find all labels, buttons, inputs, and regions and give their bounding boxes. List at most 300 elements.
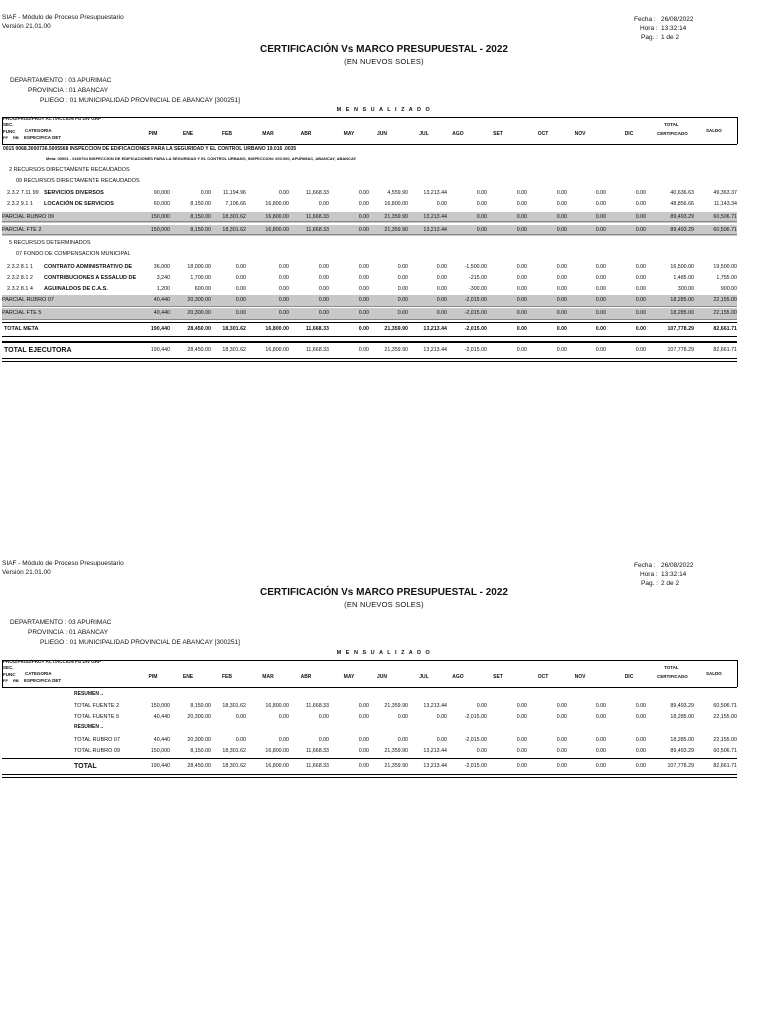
cell-value: 107,778.29 [667,763,694,769]
cell-value: 0.00 [556,297,567,303]
cell-value: 0.00 [397,274,408,281]
cell-value: 0.00 [556,200,567,207]
departamento: DEPARTAMENTO : 03 APURIMAC [10,619,112,626]
cell-value: 1,485.00 [673,274,694,281]
cell-value: 0.00 [318,297,329,303]
cell-value: 0.00 [235,713,246,720]
col-prog: PROG/PROD/PROY ACT/ACCION FG DIV GRP [3,116,102,121]
col-sec: SEC. [3,122,14,127]
cell-value: 0.00 [278,310,289,316]
cell-value: 0.00 [358,297,369,303]
month-header-mar: MAR [262,131,274,137]
month-header-nov: NOV [574,674,586,680]
total-ejecutora-row [2,343,737,357]
cell-value: 0.00 [397,713,408,720]
col-especifica: ESPECIFICA DET [24,678,62,683]
report-subtitle: (EN NUEVOS SOLES) [344,57,424,66]
cell-value: 21,359.90 [384,763,408,769]
cell-value: 0.00 [595,702,606,709]
cell-value: 0.00 [556,747,567,754]
cell-value: 107,778.29 [667,346,694,353]
cell-value: 89,493.29 [670,702,694,709]
cell-value: 0.00 [358,310,369,316]
cell-value: 0.00 [358,702,369,709]
row-label: TOTAL [74,763,97,770]
table-row [2,712,737,722]
cell-value: 150,000 [150,747,170,754]
cell-value: 0.00 [318,310,329,316]
report-title: CERTIFICACIÓN Vs MARCO PRESUPUESTAL - 2022 [259,587,508,598]
cell-value: 0.00 [358,325,369,332]
cell-value: 0.00 [235,274,246,281]
fecha-label: Fecha : [634,562,656,569]
cell-value: 28,450.00 [187,763,211,769]
month-header-ene: ENE [182,131,194,137]
cell-value: 0.00 [595,736,606,743]
pliego: PLIEGO : 01 MUNICIPALIDAD PROVINCIAL DE ABANCAY [300251] [40,97,240,104]
cell-value: 0.00 [516,702,527,709]
col-saldo: SALDO [706,671,722,676]
col-ff: FF [3,135,8,140]
cell-value: 0.00 [635,285,646,292]
cell-value: 13,213.44 [423,747,447,754]
table-row [2,284,737,294]
cell-value: 0.00 [595,285,606,292]
cell-value: -215.00 [469,274,487,281]
cell-value: 0.00 [556,325,567,332]
table-row [2,199,737,209]
cell-value: -2,015.00 [464,713,487,720]
cell-value: 8,150.00 [190,227,211,233]
cell-value: 107,778.29 [667,325,694,332]
row-label: TOTAL FUENTE 5 [74,713,120,720]
month-header-pim: PIM [148,674,158,680]
cell-value: 0.00 [476,214,487,220]
col-categoria: CATEGORIA [25,671,52,676]
col-prog: PROG/PROD/PROY ACT/ACCION FG DIV GRP [3,659,102,664]
month-header-pim: PIM [148,131,158,137]
cell-value: 1,755.00 [716,274,737,281]
pag-label: Pag. : [641,580,658,587]
cell-value: 0.00 [595,189,606,196]
cell-value: -2,015.00 [464,310,487,316]
system-name: SIAF - Módulo de Proceso Presupuestario [2,14,124,21]
pag-value: 2 de 2 [661,580,680,587]
hora-value: 13:32:14 [661,571,687,578]
month-header-set: SET [493,131,503,137]
rubro-09: 09 RECURSOS DIRECTAMENTE RECAUDADOS [16,178,140,184]
cell-value: 0.00 [595,297,606,303]
cell-value: 0.00 [556,214,567,220]
table-row [2,273,737,283]
cell-value: 0.00 [556,713,567,720]
row-label: PARCIAL RUBRO 07 [2,297,54,303]
month-header-mar: MAR [262,674,274,680]
cell-value: 0.00 [235,310,246,316]
cell-value: -300.00 [469,285,487,292]
hora-label: Hora : [640,25,658,32]
col-saldo: SALDO [706,128,722,133]
cell-value: 0.00 [318,736,329,743]
cell-value: 20,300.00 [187,310,211,316]
cell-value: 21,359.90 [384,346,408,353]
system-version: Versión 21.01.00 [2,569,51,576]
cell-value: 0.00 [635,310,646,316]
cell-value: 0.00 [358,346,369,353]
cell-value: 36,000 [153,263,170,270]
row-name: CONTRIBUCIONES A ESSALUD DE [44,274,137,281]
cell-value: 16,800.00 [265,702,289,709]
month-header-jul: JUL [419,674,429,680]
cell-value: 0.00 [318,274,329,281]
cell-value: 0.00 [476,200,487,207]
cell-value: 0.00 [635,747,646,754]
cell-value: 11,668.33 [305,747,329,754]
resumen-heading-1: RESUMEN .. [74,691,104,697]
cell-value: 0.00 [397,263,408,270]
cell-value: 18,301.62 [222,214,246,220]
cell-value: 60,506.71 [713,747,737,754]
cell-value: 0.00 [516,274,527,281]
cell-value: 150,000 [150,214,170,220]
cell-value: 8,150.00 [190,702,211,709]
cell-value: 60,000 [153,200,170,207]
cell-value: 4,559.90 [387,189,408,196]
cell-value: 7,106.66 [225,200,246,207]
parcial-fuente-row [2,308,737,319]
month-header-set: SET [493,674,503,680]
cell-value: 18,301.62 [222,227,246,233]
cell-value: 40,636.63 [670,189,694,196]
cell-value: 0.00 [635,263,646,270]
cell-value: 22,155.00 [713,297,737,303]
cell-value: 0.00 [436,297,447,303]
mensualizado-label: M E N S U A L I Z A D O [336,107,432,113]
cell-value: 22,155.00 [713,310,737,316]
cell-value: 11,668.33 [305,214,329,220]
cell-value: 0.00 [318,200,329,207]
cell-value: 0.00 [476,189,487,196]
row-label: TOTAL FUENTE 2 [74,702,120,709]
cell-value: 18,285.00 [670,736,694,743]
cell-value: 0.00 [516,285,527,292]
cell-value: 60,506.71 [713,214,737,220]
cell-value: 16,800.00 [265,200,289,207]
report-page-1 [0,0,768,510]
cell-value: 600.00 [194,285,211,292]
cell-value: 0.00 [358,763,369,769]
cell-value: 0.00 [278,736,289,743]
meta-detail: Meta: 00001 - 0160704 INSPECCION DE EDIFICACIONES PARA LA SEGURIDAD Y EL CONTROL URBANO, INSPECCION: 200.000, APURIMAC, ABANCAY, ABANCAY [46,156,357,161]
cell-value: 13,213.44 [423,189,447,196]
cell-value: 0.00 [516,763,527,769]
cell-value: 13,213.44 [423,763,447,769]
cell-value: 18,000.00 [187,263,211,270]
month-header-ene: ENE [182,674,194,680]
month-header-may: MAY [343,674,355,680]
cell-value: 0.00 [595,747,606,754]
cell-value: 18,301.62 [222,702,246,709]
cell-value: 0.00 [358,214,369,220]
cell-value: 0.00 [556,189,567,196]
cell-value: 300.00 [677,285,694,292]
meta-line: 0015 0068.3000736.5005568 INSPECCION DE EDIFICACIONES PARA LA SEGURIDAD Y EL CONTROL URBANO 19.016 .0035 [3,146,297,152]
cell-value: 16,800.00 [265,214,289,220]
cell-value: 13,213.44 [423,325,447,332]
month-header-dic: DIC [624,674,634,680]
pag-value: 1 de 2 [661,34,680,41]
row-name: CONTRATO ADMINISTRATIVO DE [44,263,133,270]
month-header-feb: FEB [222,674,232,680]
cell-value: 60,506.71 [713,227,737,233]
cell-value: 0.00 [436,736,447,743]
cell-value: 0.00 [635,297,646,303]
cell-value: 0.00 [278,263,289,270]
cell-value: 0.00 [595,263,606,270]
pliego: PLIEGO : 01 MUNICIPALIDAD PROVINCIAL DE ABANCAY [300251] [40,639,240,646]
cell-value: 0.00 [516,747,527,754]
cell-value: -2,015.00 [464,325,487,332]
row-code: 2.3.2 8.1 2 [7,274,33,281]
cell-value: 0.00 [436,200,447,207]
hora-label: Hora : [640,571,658,578]
cell-value: 0.00 [318,263,329,270]
cell-value: 190,440 [150,763,170,769]
cell-value: 0.00 [556,310,567,316]
row-label: PARCIAL FTE 5 [2,310,42,316]
cell-value: 16,500.00 [670,263,694,270]
cell-value: 0.00 [516,297,527,303]
cell-value: 0.00 [476,747,487,754]
cell-value: 0.00 [635,227,646,233]
cell-value: 0.00 [278,297,289,303]
report-subtitle: (EN NUEVOS SOLES) [344,600,424,609]
cell-value: 0.00 [516,189,527,196]
grand-total-row [2,760,737,773]
fuente-2: 2 RECURSOS DIRECTAMENTE RECAUDADOS [9,167,130,173]
departamento: DEPARTAMENTO : 03 APURIMAC [10,77,112,84]
cell-value: 28,450.00 [187,346,211,353]
cell-value: 48,856.66 [670,200,694,207]
col-rb: RB [13,678,19,683]
cell-value: 0.00 [278,285,289,292]
cell-value: 22,155.00 [713,713,737,720]
row-name: LOCACIÓN DE SERVICIOS [44,200,114,207]
cell-value: 0.00 [436,263,447,270]
row-name: AGUINALDOS DE C.A.S. [44,285,108,292]
cell-value: 16,800.00 [265,747,289,754]
cell-value: 0.00 [595,713,606,720]
cell-value: 150,000 [150,227,170,233]
cell-value: 0.00 [556,285,567,292]
parcial-rubro-row [2,295,737,306]
table-row [2,746,737,756]
row-label: TOTAL META [4,325,39,332]
col-certificado: CERTIFICADO [657,131,688,136]
row-label: TOTAL RUBRO 07 [74,736,121,743]
cell-value: 900.00 [720,285,737,292]
month-header-oct: OCT [537,131,549,137]
row-label: TOTAL EJECUTORA [4,346,72,354]
cell-value: 16,800.00 [265,227,289,233]
cell-value: 11,668.33 [305,702,329,709]
cell-value: 0.00 [436,285,447,292]
fecha-value: 26/08/2022 [661,16,694,23]
cell-value: 82,661.71 [713,325,737,332]
cell-value: 0.00 [278,713,289,720]
report-title: CERTIFICACIÓN Vs MARCO PRESUPUESTAL - 2022 [259,44,508,55]
cell-value: 0.00 [595,274,606,281]
cell-value: 0.00 [476,227,487,233]
month-header-oct: OCT [537,674,549,680]
col-total: TOTAL [664,122,679,127]
cell-value: 13,213.44 [423,214,447,220]
cell-value: 90,000 [153,189,170,196]
cell-value: 0.00 [595,310,606,316]
cell-value: 11,668.33 [305,189,329,196]
cell-value: 18,285.00 [670,297,694,303]
row-code: 2.3.2 8.1 1 [7,263,33,270]
col-rb: RB [13,135,19,140]
row-code: 2.3.2 8.1 4 [7,285,33,292]
cell-value: 0.00 [436,310,447,316]
cell-value: 89,493.29 [670,214,694,220]
cell-value: 82,661.71 [713,346,737,353]
cell-value: 89,493.29 [670,747,694,754]
report-page-2 [0,552,768,1024]
month-header-abr: ABR [300,674,312,680]
cell-value: 13,213.44 [423,702,447,709]
cell-value: 16,800.00 [384,200,408,207]
cell-value: 11,143.34 [713,200,737,207]
cell-value: 0.00 [556,274,567,281]
month-header-nov: NOV [574,131,586,137]
row-label: PARCIAL FTE 2 [2,227,42,233]
cell-value: 18,301.62 [222,763,246,769]
cell-value: 18,301.62 [222,346,246,353]
cell-value: -2,015.00 [464,736,487,743]
cell-value: 40,440 [153,310,170,316]
cell-value: 13,213.44 [423,346,447,353]
cell-value: 20,300.00 [187,297,211,303]
cell-value: 60,506.71 [713,702,737,709]
cell-value: -1,500.00 [464,263,487,270]
cell-value: 1,200 [156,285,170,292]
cell-value: 13,213.44 [423,227,447,233]
row-label: PARCIAL RUBRO 09 [2,214,54,220]
provincia: PROVINCIA : 01 ABANCAY [28,629,109,636]
row-label: TOTAL RUBRO 09 [74,747,121,754]
cell-value: 0.00 [397,736,408,743]
cell-value: 40,440 [153,736,170,743]
cell-value: 16,800.00 [265,763,289,769]
cell-value: 0.00 [358,227,369,233]
cell-value: 0.00 [358,200,369,207]
col-total: TOTAL [664,665,679,670]
cell-value: 0.00 [200,189,211,196]
cell-value: 190,440 [150,325,170,332]
cell-value: 8,150.00 [190,214,211,220]
cell-value: 0.00 [595,325,606,332]
cell-value: 150,000 [150,702,170,709]
cell-value: 0.00 [436,713,447,720]
cell-value: 8,150.00 [190,200,211,207]
col-certificado: CERTIFICADO [657,674,688,679]
cell-value: 0.00 [556,346,567,353]
table-row [2,735,737,745]
table-row [2,188,737,198]
cell-value: 0.00 [556,263,567,270]
cell-value: 0.00 [516,263,527,270]
cell-value: 21,359.90 [384,227,408,233]
cell-value: 20,300.00 [187,736,211,743]
cell-value: 0.00 [635,346,646,353]
month-header-ago: AGO [452,674,464,680]
cell-value: 18,301.62 [222,325,246,332]
cell-value: 0.00 [635,736,646,743]
cell-value: 82,661.71 [713,763,737,769]
cell-value: 40,440 [153,713,170,720]
cell-value: 0.00 [436,274,447,281]
cell-value: 11,668.33 [305,346,329,353]
cell-value: 0.00 [358,263,369,270]
cell-value: 190,440 [150,346,170,353]
cell-value: 18,285.00 [670,713,694,720]
cell-value: 0.00 [278,274,289,281]
cell-value: 8,150.00 [190,747,211,754]
cell-value: -2,015.00 [464,346,487,353]
cell-value: 21,359.90 [384,325,408,332]
cell-value: 0.00 [556,702,567,709]
cell-value: 0.00 [556,763,567,769]
fecha-value: 26/08/2022 [661,562,694,569]
cell-value: 20,300.00 [187,713,211,720]
cell-value: 0.00 [635,763,646,769]
cell-value: 0.00 [235,736,246,743]
cell-value: 21,359.90 [384,747,408,754]
cell-value: 0.00 [595,346,606,353]
cell-value: 0.00 [635,713,646,720]
resumen-heading-2: RESUMEN .. [74,724,104,730]
cell-value: 0.00 [516,325,527,332]
cell-value: 11,194.96 [222,189,246,196]
month-header-feb: FEB [222,131,232,137]
row-code: 2.3.2 9.1 1 [7,200,33,207]
cell-value: 0.00 [358,713,369,720]
cell-value: 0.00 [635,325,646,332]
cell-value: 0.00 [235,297,246,303]
cell-value: 16,800.00 [265,325,289,332]
cell-value: 18,301.62 [222,747,246,754]
cell-value: 18,285.00 [670,310,694,316]
cell-value: 0.00 [358,189,369,196]
cell-value: 0.00 [476,702,487,709]
cell-value: 0.00 [635,214,646,220]
cell-value: 22,155.00 [713,736,737,743]
cell-value: 0.00 [516,227,527,233]
cell-value: 40,440 [153,297,170,303]
cell-value: 11,668.33 [305,325,329,332]
cell-value: 0.00 [318,713,329,720]
col-categoria: CATEGORIA [25,128,52,133]
month-header-abr: ABR [300,131,312,137]
month-header-jun: JUN [376,131,387,137]
cell-value: -2,015.00 [464,297,487,303]
month-header-jun: JUN [376,674,387,680]
cell-value: 1,700.00 [190,274,211,281]
cell-value: 11,668.33 [305,227,329,233]
cell-value: 0.00 [635,702,646,709]
